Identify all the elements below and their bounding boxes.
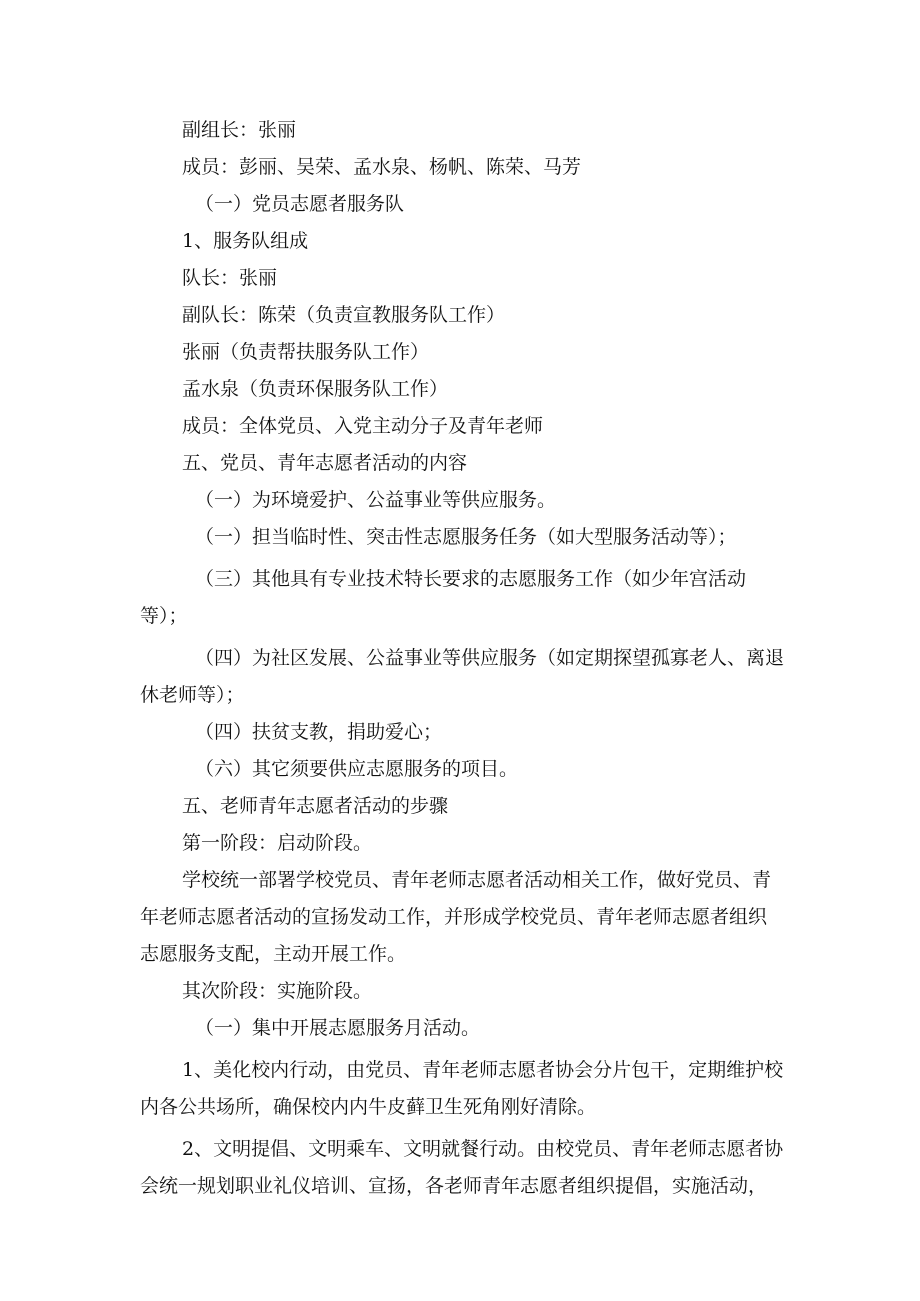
- members-line: 成员：全体党员、入党主动分子及青年老师: [182, 415, 544, 437]
- vice-captain-line: 副队长：陈荣（负责宣教服务队工作）: [182, 304, 506, 326]
- members-line: 成员：彭丽、吴荣、孟水泉、杨帆、陈荣、马芳: [182, 156, 582, 178]
- phase-heading: 其次阶段：实施阶段。: [182, 980, 373, 1002]
- list-item: （一）担当临时性、突击性志愿服务任务（如大型服务活动等）；: [195, 526, 737, 548]
- paragraph-line: 志愿服务支配，主动开展工作。: [140, 943, 407, 965]
- section-heading: 五、老师青年志愿者活动的步骤: [182, 795, 449, 817]
- paragraph-line: 2、文明提倡、文明乘车、文明就餐行动。由校党员、青年老师志愿者协: [182, 1138, 784, 1160]
- paragraph-line: 年老师志愿者活动的宣扬发动工作，并形成学校党员、青年老师志愿者组织: [140, 906, 768, 928]
- assignment-line: 孟水泉（负责环保服务队工作）: [182, 378, 449, 400]
- deputy-leader-line: 副组长：张丽: [182, 119, 297, 141]
- list-item: （一）集中开展志愿服务月活动。: [195, 1017, 481, 1039]
- list-item-continuation: 等）；: [140, 605, 188, 627]
- list-item: （四）为社区发展、公益事业等供应服务（如定期探望孤寡老人、离退: [195, 647, 785, 669]
- list-item: （六）其它须要供应志愿服务的项目。: [195, 758, 519, 780]
- section-heading: （一）党员志愿者服务队: [195, 193, 405, 215]
- paragraph-line: 1、美化校内行动，由党员、青年老师志愿者协会分片包干，定期维护校: [182, 1059, 784, 1081]
- list-item-continuation: 休老师等）；: [140, 684, 245, 706]
- assignment-line: 张丽（负责帮扶服务队工作）: [182, 341, 430, 363]
- paragraph-line: 会统一规划职业礼仪培训、宣扬，各老师青年志愿者组织提倡，实施活动，: [140, 1175, 768, 1197]
- paragraph-line: 学校统一部署学校党员、青年老师志愿者活动相关工作，做好党员、青: [182, 869, 772, 891]
- section-heading: 五、党员、青年志愿者活动的内容: [182, 452, 468, 474]
- phase-heading: 第一阶段：启动阶段。: [182, 832, 373, 854]
- captain-line: 队长：张丽: [182, 267, 278, 289]
- paragraph-line: 内各公共场所，确保校内内牛皮藓卫生死角刚好清除。: [140, 1096, 597, 1118]
- list-item: （三）其他具有专业技术特长要求的志愿服务工作（如少年宫活动: [195, 568, 747, 590]
- subsection-heading: 1、服务队组成: [182, 230, 309, 252]
- list-item: （四）扶贫支教，捐助爱心；: [195, 721, 443, 743]
- list-item: （一）为环境爱护、公益事业等供应服务。: [195, 489, 557, 511]
